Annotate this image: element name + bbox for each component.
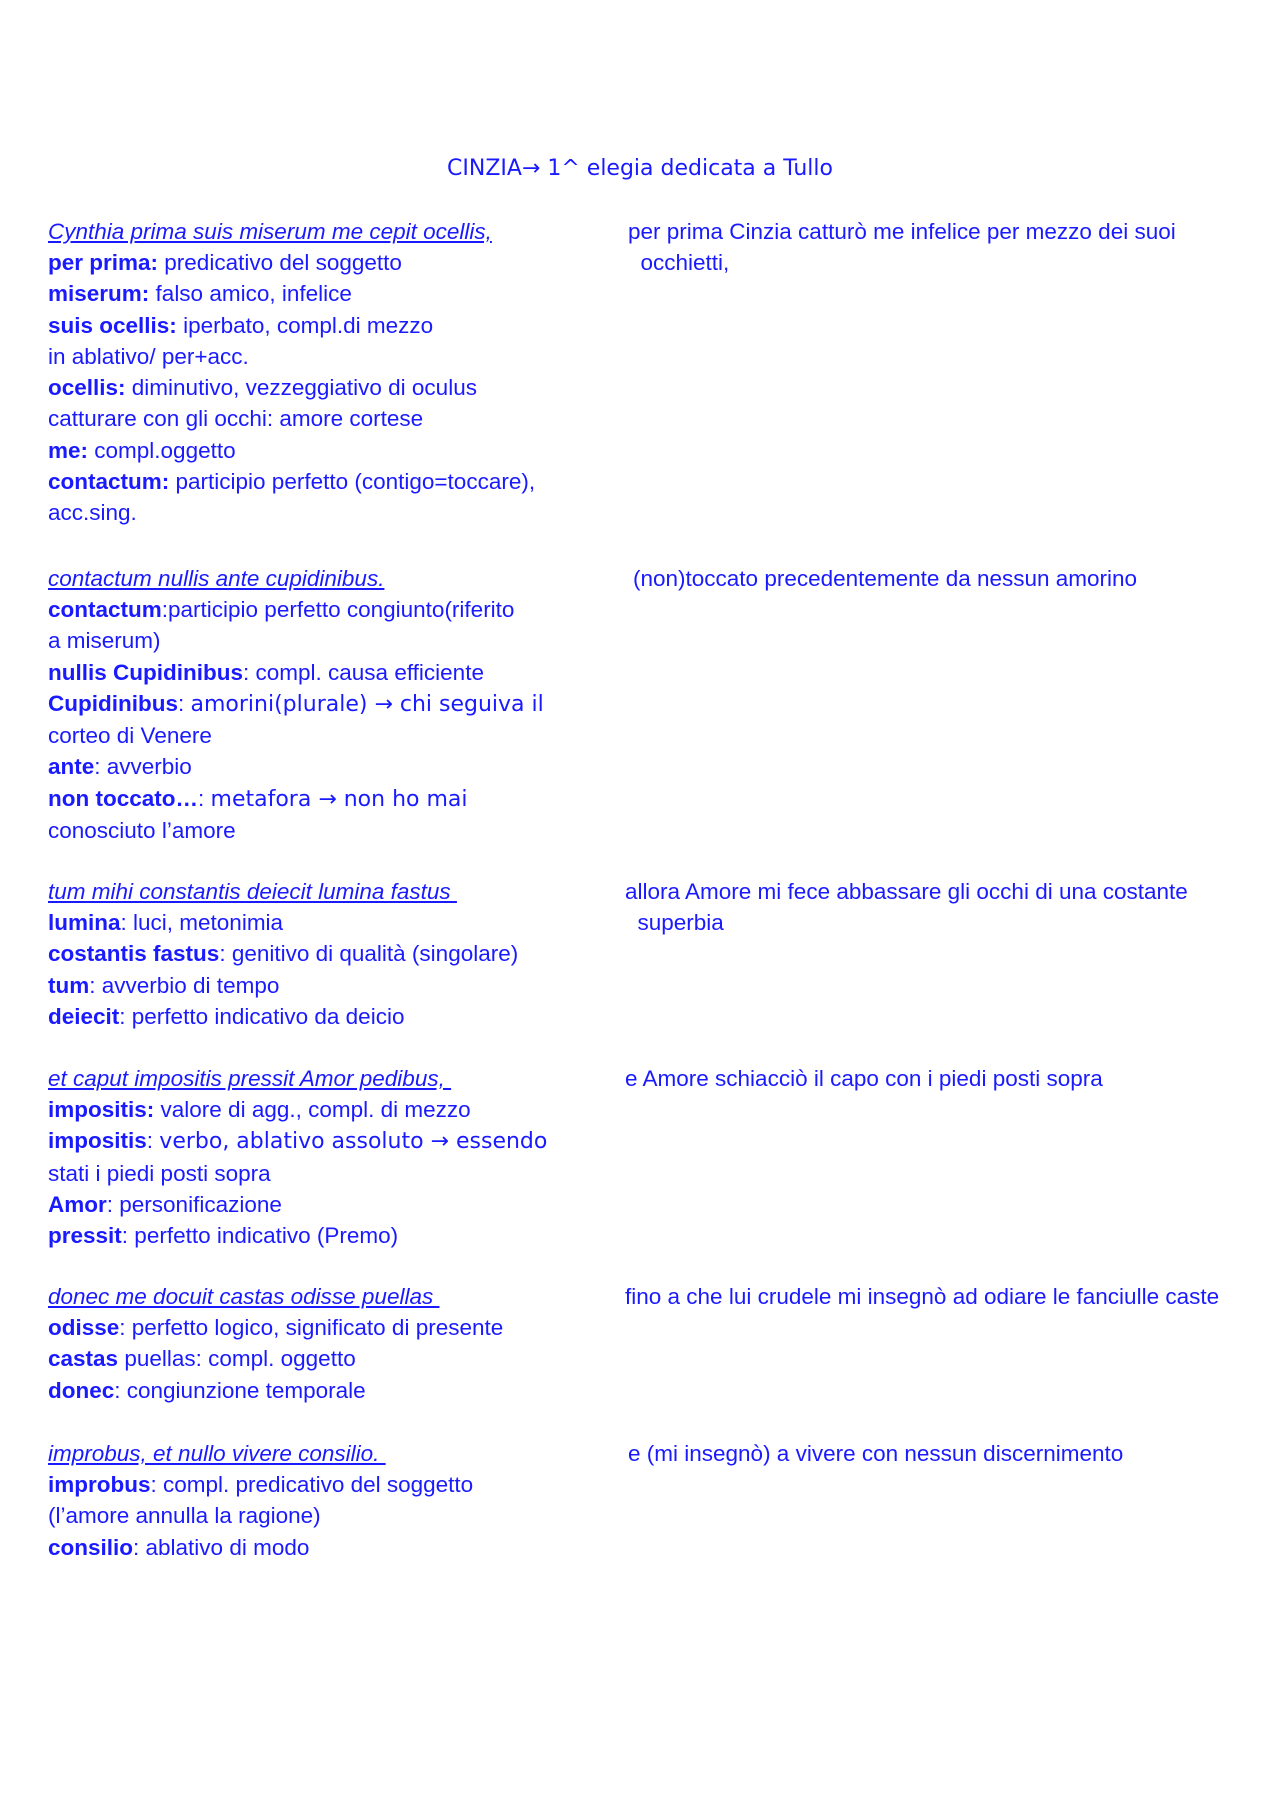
note-term: miserum: [48, 281, 150, 307]
note-term: tum [48, 972, 90, 998]
note-text: conosciuto l’amore [48, 818, 236, 844]
note-text-alt: verbo, ablativo assoluto → essendo [159, 1129, 548, 1155]
note-term: ante [48, 754, 95, 780]
note-line [48, 1500, 608, 1531]
grammar-notes [48, 247, 608, 529]
note-line [48, 815, 608, 846]
note-text: (l’amore annulla la ragione) [48, 1503, 321, 1529]
note-text: puellas: compl. oggetto [118, 1346, 356, 1372]
note-term: Amor [48, 1191, 107, 1217]
note-term: odisse [48, 1315, 120, 1340]
note-line [48, 688, 608, 720]
note-term: castas [48, 1346, 119, 1372]
note-text: catturare con gli occhi: amore cortese [48, 406, 424, 432]
note-line [48, 1158, 608, 1189]
note-text: stati i piedi posti sopra [48, 1160, 271, 1186]
note-text: : perfetto indicativo da deicio [119, 1003, 405, 1029]
note-line [48, 341, 608, 372]
latin-verse: donec me docuit castas odisse puellas [48, 1284, 440, 1309]
note-term: per prima: [48, 250, 159, 275]
translation [625, 876, 1188, 938]
note-line [48, 497, 608, 528]
note-text: compl.oggetto [88, 437, 236, 463]
translation-line: superbia [625, 910, 724, 935]
grammar-notes [48, 1469, 608, 1563]
note-term: impositis [48, 1128, 147, 1154]
note-line [48, 657, 608, 688]
note-text: : [198, 785, 211, 811]
note-text: : compl. predicativo del soggetto [150, 1472, 474, 1497]
note-line [48, 1220, 608, 1251]
note-text: : perfetto indicativo (Premo) [121, 1223, 399, 1249]
note-text: : avverbio [94, 754, 192, 780]
note-term: pressit [48, 1223, 122, 1249]
note-text: : [177, 690, 191, 716]
translation-line: e Amore schiacciò il capo con i piedi posti sopra [625, 1066, 1103, 1091]
note-text: : luci, metonimia [120, 910, 284, 935]
note-text: diminutivo, vezzeggiativo di oculus [125, 375, 477, 401]
note-text: acc.sing. [48, 500, 137, 526]
note-line [48, 403, 608, 434]
grammar-notes [48, 907, 608, 1032]
translation-line: per prima Cinzia catturò me infelice per mezzo dei suoi [628, 219, 1176, 244]
note-line [48, 1343, 608, 1374]
note-text: a miserum) [48, 628, 161, 654]
translation-line: fino a che lui crudele mi insegnò ad odiare le fanciulle caste [625, 1284, 1220, 1309]
note-term: non toccato… [48, 785, 198, 811]
note-term: donec [48, 1377, 115, 1403]
note-line [48, 278, 608, 309]
note-line [48, 783, 608, 815]
translation-line: occhietti, [628, 250, 730, 275]
note-text: corteo di Venere [48, 723, 212, 749]
note-text: valore di agg., compl. di mezzo [154, 1097, 471, 1122]
translation [625, 1281, 1219, 1312]
translation-line: allora Amore mi fece abbassare gli occhi di una costante [625, 879, 1188, 904]
translation [628, 216, 1176, 278]
note-term: contactum [48, 597, 162, 622]
latin-verse: et caput impositis pressit Amor pedibus, [48, 1066, 452, 1091]
note-text: : personificazione [106, 1191, 282, 1217]
note-text: : compl. causa efficiente [243, 659, 484, 685]
grammar-notes [48, 1094, 608, 1251]
note-term: suis ocellis: [48, 312, 177, 338]
note-line [48, 1125, 608, 1157]
translation [625, 1063, 1103, 1094]
translation-line: (non)toccato precedentemente da nessun amorino [633, 566, 1138, 591]
note-text: :participio perfetto congiunto(riferito [161, 597, 515, 622]
note-line [48, 1312, 608, 1343]
note-line [48, 751, 608, 782]
note-term: impositis: [48, 1097, 155, 1122]
note-line [48, 625, 608, 656]
note-term: costantis fastus [48, 941, 220, 967]
note-term: consilio [48, 1534, 134, 1560]
note-text: : ablativo di modo [133, 1534, 310, 1560]
note-text: participio perfetto (contigo=toccare), [169, 469, 536, 495]
note-term: Cupidinibus [48, 690, 178, 716]
note-line [48, 1469, 608, 1500]
translation [628, 1438, 1123, 1469]
note-term: ocellis: [48, 375, 126, 401]
note-text: iperbato, compl.di mezzo [176, 312, 434, 338]
note-text: : congiunzione temporale [114, 1377, 366, 1403]
note-term: lumina [48, 910, 121, 935]
note-line [48, 907, 608, 938]
page-title: CINZIA→ 1^ elegia dedicata a Tullo [447, 156, 833, 181]
latin-verse: improbus, et nullo vivere consilio. [48, 1441, 386, 1466]
note-text: : perfetto logico, significato di presente [119, 1315, 504, 1340]
note-text: falso amico, infelice [149, 281, 352, 307]
translation-line: e (mi insegnò) a vivere con nessun discernimento [628, 1441, 1124, 1466]
note-line [48, 1375, 608, 1406]
note-line [48, 720, 608, 751]
note-line [48, 594, 608, 625]
latin-verse: contactum nullis ante cupidinibus. [48, 566, 385, 591]
note-line [48, 1094, 608, 1125]
note-line [48, 970, 608, 1001]
note-line [48, 1189, 608, 1220]
note-line [48, 466, 608, 497]
note-text-alt: metafora → non ho mai [210, 786, 468, 812]
note-line [48, 310, 608, 341]
note-text: : avverbio di tempo [89, 972, 280, 998]
note-text: in ablativo/ per+acc. [48, 343, 249, 369]
note-line [48, 938, 608, 969]
note-term: deiecit [48, 1003, 120, 1029]
note-term: me: [48, 437, 89, 463]
note-line [48, 247, 608, 278]
note-line [48, 1532, 608, 1563]
grammar-notes [48, 1312, 608, 1406]
note-term: contactum: [48, 469, 170, 495]
note-term: improbus [48, 1472, 151, 1497]
latin-verse: tum mihi constantis deiecit lumina fastus [48, 879, 457, 904]
note-text: predicativo del soggetto [158, 250, 402, 275]
note-term: nullis Cupidinibus [48, 659, 243, 685]
note-line [48, 372, 608, 403]
latin-verse: Cynthia prima suis miserum me cepit ocellis, [48, 219, 492, 244]
translation [633, 563, 1137, 594]
note-line [48, 1001, 608, 1032]
grammar-notes [48, 594, 608, 846]
note-text-alt: amorini(plurale) → chi seguiva il [190, 691, 544, 717]
note-line [48, 435, 608, 466]
note-text: : [146, 1128, 160, 1154]
note-text: : genitivo di qualità (singolare) [219, 941, 519, 967]
